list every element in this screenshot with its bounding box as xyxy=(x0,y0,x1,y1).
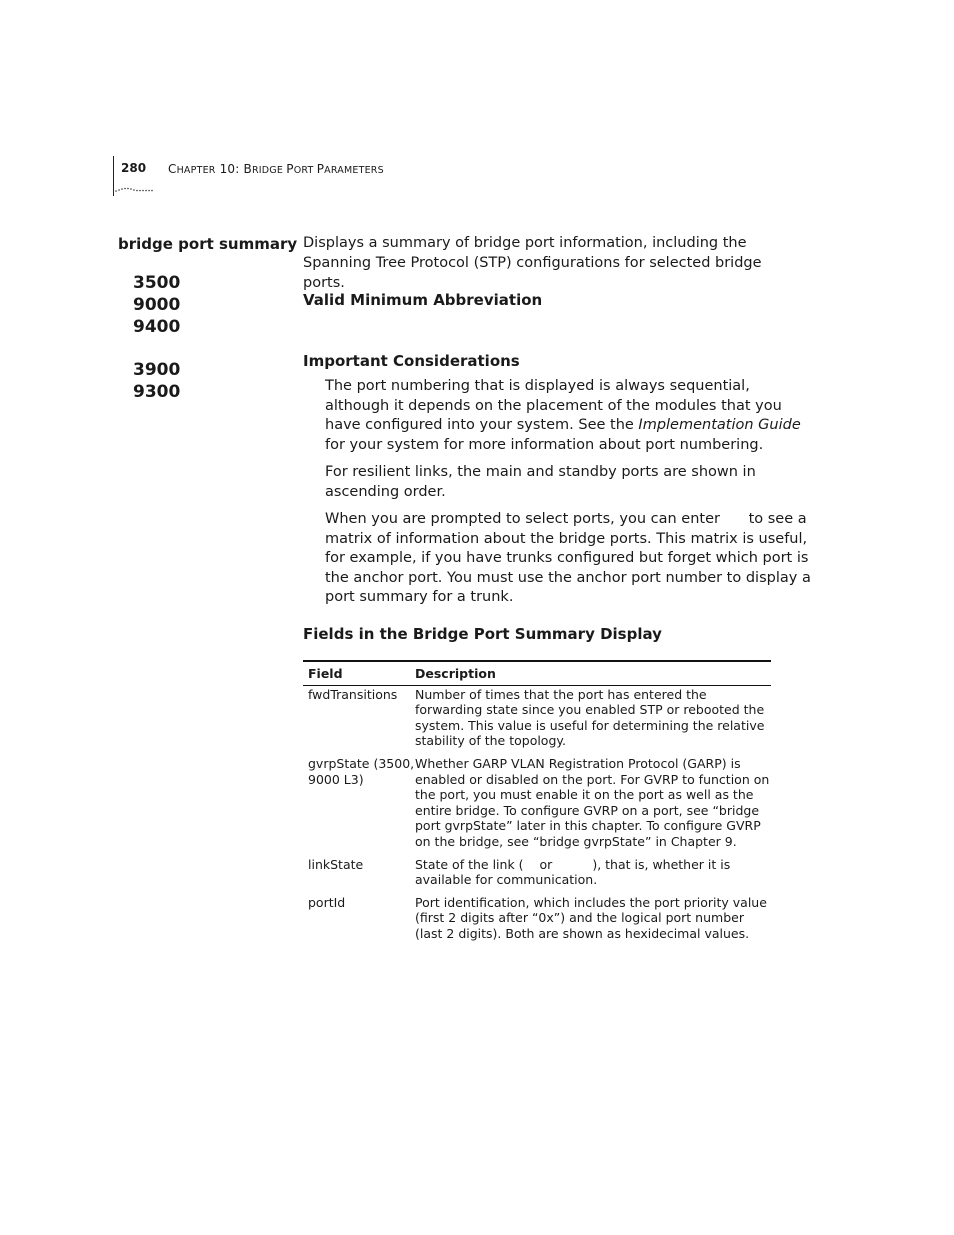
field-description: State of the link ( or ), that is, whether it is available for communication. xyxy=(415,856,731,888)
command-title: bridge port summary xyxy=(118,235,298,253)
table-row xyxy=(303,888,771,942)
consideration-paragraph-2: For resilient links, the main and standby ports are shown in ascending order. xyxy=(325,464,756,500)
platform-item: 9400 xyxy=(133,317,181,337)
field-name: gvrpState (3500, 9000 L3) xyxy=(308,755,415,787)
consideration-paragraph-1: The port numbering that is displayed is always sequential, although it depends on the placement of the modules that you have configured into your system. See the Implementation Guide for your system for more information about port numbering. xyxy=(325,378,801,453)
column-header-field: Field xyxy=(308,666,343,681)
column-header-description: Description xyxy=(415,666,496,681)
intro-paragraph: Displays a summary of bridge port information, including the Spanning Tree Protocol (STP) configurations for selected bridge ports. xyxy=(303,235,762,291)
platform-item: 3500 xyxy=(133,273,181,293)
field-name: linkState xyxy=(308,856,364,872)
implementation-guide-reference: Implementation Guide xyxy=(638,417,801,434)
header-dots-ornament xyxy=(114,182,154,194)
page-number: 280 xyxy=(121,161,147,175)
field-name: portId xyxy=(308,894,346,910)
table-row xyxy=(303,749,771,850)
table-header-row xyxy=(303,662,771,685)
platform-list-1 xyxy=(133,272,180,338)
fields-heading: Fields in the Bridge Port Summary Display xyxy=(303,625,662,643)
important-considerations-heading: Important Considerations xyxy=(303,352,520,370)
fields-table xyxy=(303,660,771,942)
table-row xyxy=(303,686,771,749)
platform-list-2 xyxy=(133,359,180,403)
running-header: CHAPTER 10: BRIDGE PORT PARAMETERS xyxy=(168,162,384,176)
field-description: Number of times that the port has entered the forwarding state since you enabled STP or rebooted the system. This value is useful for determining the relative stability of the topology. xyxy=(415,686,765,749)
table-row xyxy=(303,850,771,888)
platform-item: 9000 xyxy=(133,295,181,315)
platform-item: 3900 xyxy=(133,360,181,380)
field-name: fwdTransitions xyxy=(308,686,398,702)
platform-item: 9300 xyxy=(133,382,181,402)
consideration-paragraph-3: When you are prompted to select ports, you can enter to see a matrix of information about the bridge ports. This matrix is useful, for example, if you have trunks configured but forget which port is the anchor port. You must use the anchor port number to display a port summary for a trunk. xyxy=(325,511,811,606)
field-description: Port identification, which includes the port priority value (first 2 digits after “0x”) and the logical port number (last 2 digits). Both are shown as hexidecimal values. xyxy=(415,894,767,941)
valid-min-abbrev-heading: Valid Minimum Abbreviation xyxy=(303,291,543,309)
field-description: Whether GARP VLAN Registration Protocol (GARP) is enabled or disabled on the port. For GVRP to function on the port, you must enable it on the port as well as the entire bridge. To configure GVRP on a port, see “bridge port gvrpState” later in this chapter. To configure GVRP on the bridge, see “bridge gvrpState” in Chapter 9. xyxy=(415,755,770,849)
